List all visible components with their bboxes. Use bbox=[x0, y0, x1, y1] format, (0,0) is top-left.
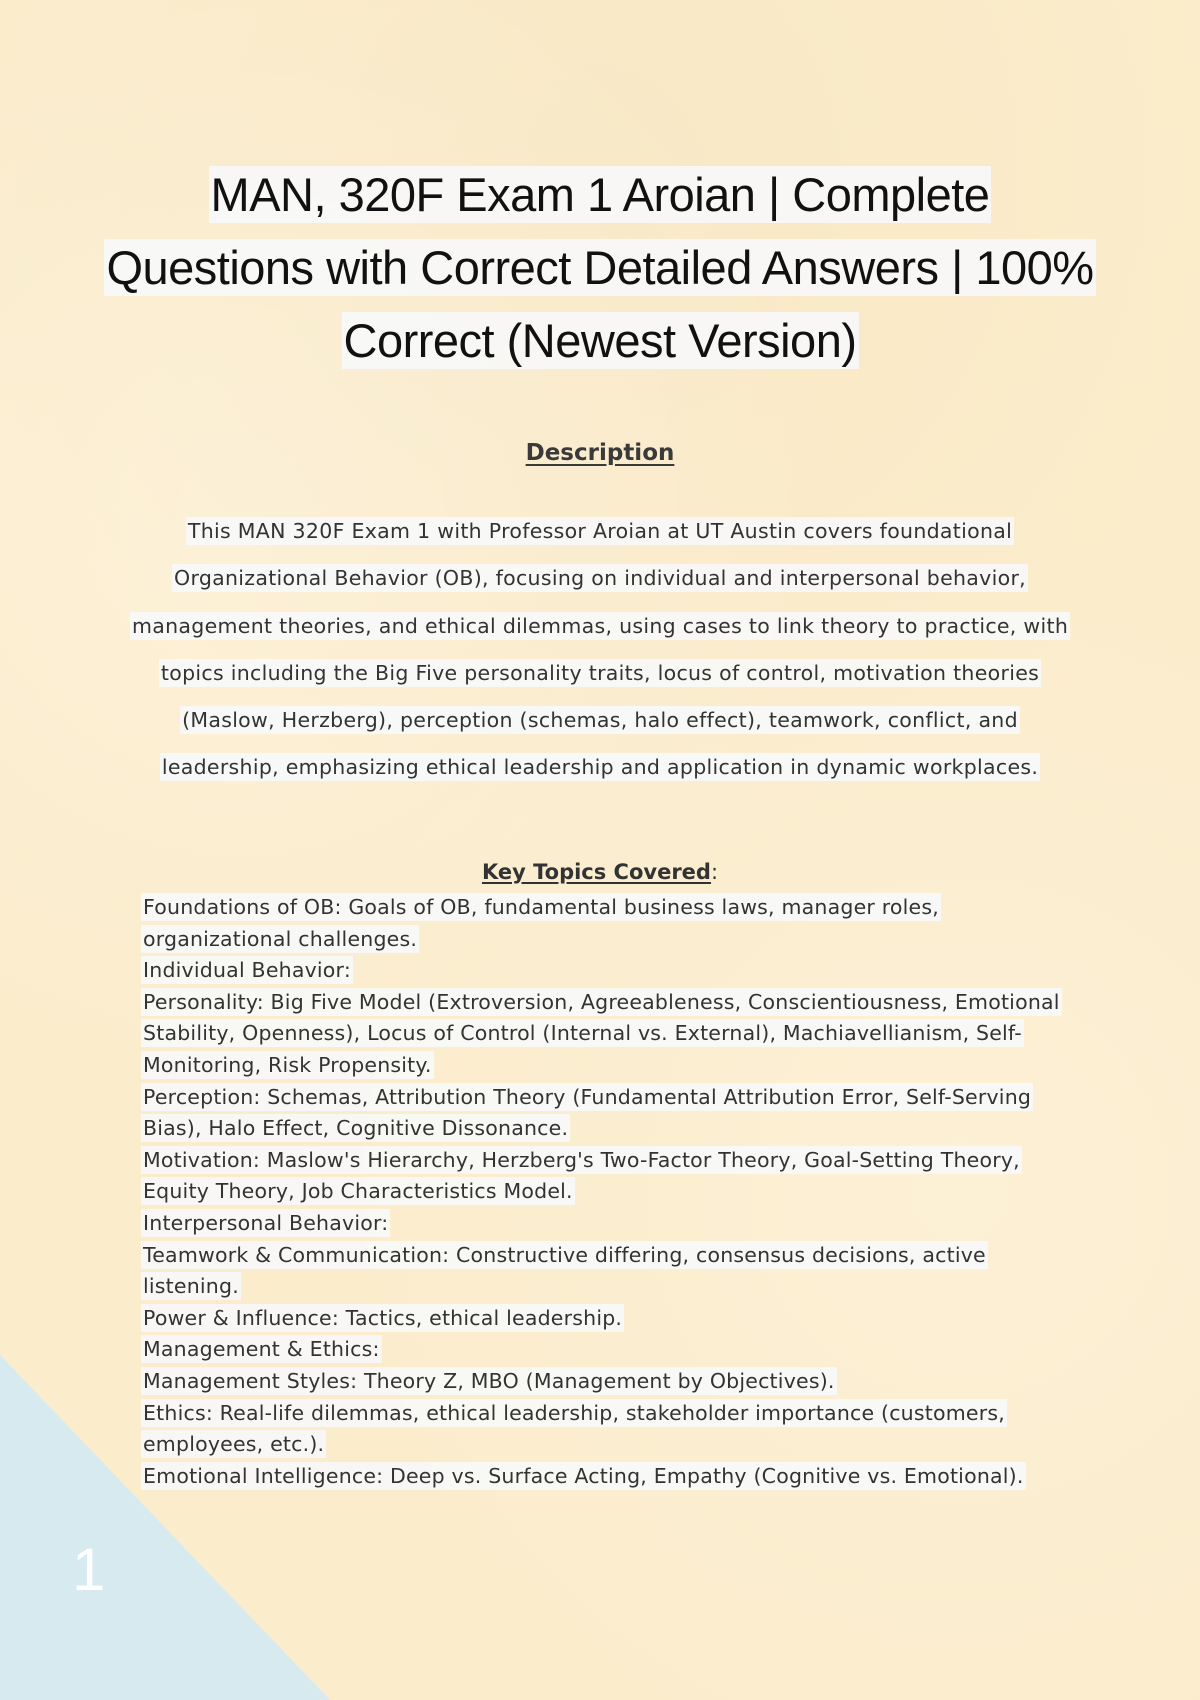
title-text: MAN, 320F Exam 1 Aroian | Complete Questions with Correct Detailed Answers | 100% Correct (Newest Version) bbox=[106, 168, 1094, 367]
topic-item: Management & Ethics: bbox=[143, 1337, 380, 1362]
page-number: 1 bbox=[72, 1536, 106, 1603]
topics-heading-colon: : bbox=[710, 860, 719, 884]
description-heading bbox=[0, 440, 1200, 466]
topic-item: Foundations of OB: Goals of OB, fundamental business laws, manager roles, organizational challenges. bbox=[143, 895, 939, 951]
topic-item: Motivation: Maslow's Hierarchy, Herzberg's Two-Factor Theory, Goal-Setting Theory, Equity Theory, Job Characteristics Model. bbox=[143, 1147, 1020, 1204]
topic-item: Interpersonal Behavior: bbox=[143, 1210, 389, 1235]
topic-item: Individual Behavior: bbox=[143, 958, 351, 983]
topic-item: Perception: Schemas, Attribution Theory (Fundamental Attribution Error, Self-Serving Bias), Halo Effect, Cognitive Dissonance. bbox=[143, 1084, 1032, 1141]
document-title bbox=[100, 158, 1100, 377]
topic-item: Emotional Intelligence: Deep vs. Surface Acting, Empathy (Cognitive vs. Emotional). bbox=[143, 1463, 1024, 1488]
description-paragraph bbox=[130, 508, 1070, 792]
topic-item: Teamwork & Communication: Constructive differing, consensus decisions, active listening. bbox=[143, 1242, 986, 1299]
corner-decoration bbox=[0, 1355, 330, 1700]
topics-heading bbox=[0, 860, 1200, 884]
topic-item: Management Styles: Theory Z, MBO (Management by Objectives). bbox=[143, 1368, 835, 1393]
topics-heading-text: Key Topics Covered bbox=[481, 860, 711, 884]
description-text: This MAN 320F Exam 1 with Professor Aroian at UT Austin covers foundational Organizational Behavior (OB), focusing on individual and interpersonal behavior, management theories, and ethical dilemmas, using cases to link theory to practice, with topics including the Big Five personality traits, locus of control, motivation theories (Maslow, Herzberg), perception (schemas, halo effect), teamwork, conflict, and leadership, emphasizing ethical leadership and application in dynamic workplaces. bbox=[132, 519, 1069, 780]
topic-item: Power & Influence: Tactics, ethical leadership. bbox=[143, 1305, 623, 1330]
topic-item: Ethics: Real-life dilemmas, ethical leadership, stakeholder importance (customers, employees, etc.). bbox=[143, 1400, 1005, 1457]
description-heading-text: Description bbox=[525, 440, 675, 466]
topic-item: Personality: Big Five Model (Extroversion, Agreeableness, Conscientiousness, Emotional Stability, Openness), Locus of Control (Internal vs. External), Machiavellianism, Self-Monitoring, Risk Propensity. bbox=[143, 989, 1060, 1077]
